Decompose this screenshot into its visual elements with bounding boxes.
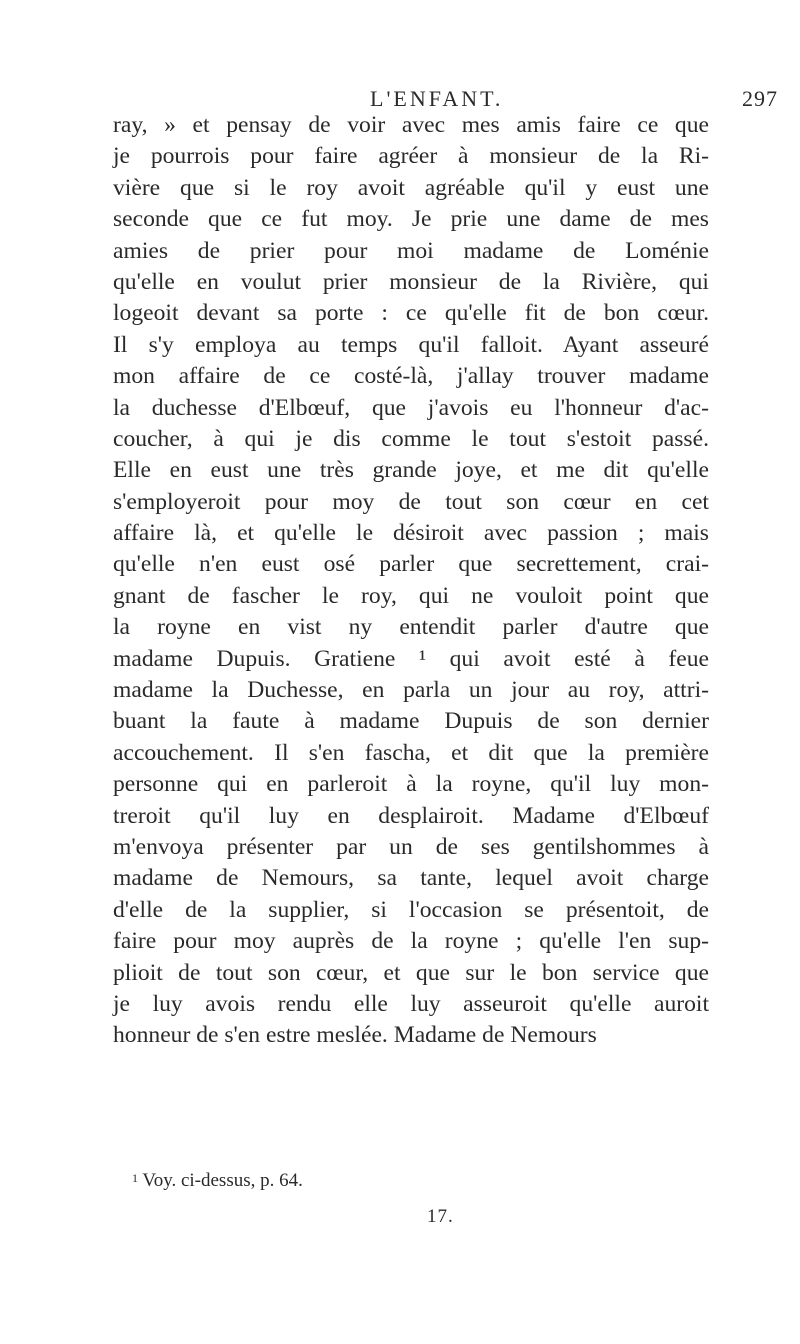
text-line: affaire là, et qu'elle le désiroit avec passion ; mais — [113, 520, 709, 547]
text-line: gnant de fascher le roy, qui ne vouloit point que — [113, 582, 709, 609]
signature-mark: 17. — [427, 1206, 454, 1227]
text-line: logeoit devant sa porte : ce qu'elle fit de bon cœur. — [113, 300, 709, 327]
text-line: madame la Duchesse, en parla un jour au roy, attri- — [113, 677, 709, 704]
running-title: L'ENFANT. — [370, 86, 504, 111]
text-line: mon affaire de ce costé-là, j'allay trouver madame — [113, 363, 709, 390]
text-line: honneur de s'en estre meslée. Madame de Nemours — [113, 1022, 597, 1049]
page-number: 297 — [742, 86, 778, 111]
footnote-text: Voy. ci-dessus, p. 64. — [142, 1170, 303, 1191]
text-line: coucher, à qui je dis comme le tout s'estoit passé. — [113, 425, 709, 452]
text-line: Elle en eust une très grande joye, et me dit qu'elle — [113, 457, 709, 484]
footnote — [132, 1170, 303, 1192]
text-line: vière que si le roy avoit agréable qu'il y eust une — [113, 174, 709, 201]
text-line: la duchesse d'Elbœuf, que j'avois eu l'honneur d'ac- — [113, 394, 709, 421]
text-line: d'elle de la supplier, si l'occasion se présentoit, de — [113, 896, 709, 923]
text-line: qu'elle en voulut prier monsieur de la Rivière, qui — [113, 268, 709, 295]
text-line: personne qui en parleroit à la royne, qu'il luy mon- — [113, 771, 709, 798]
text-line: je pourrois pour faire agréer à monsieur de la Ri- — [113, 143, 709, 170]
text-line: la royne en vist ny entendit parler d'autre que — [113, 614, 709, 641]
text-line: Il s'y employa au temps qu'il falloit. Ayant asseuré — [113, 331, 709, 358]
text-line: m'envoya présenter par un de ses gentilshommes à — [113, 833, 709, 860]
text-line: qu'elle n'en eust osé parler que secrettement, crai- — [113, 551, 709, 578]
text-line: buant la faute à madame Dupuis de son dernier — [113, 708, 709, 735]
footnote-marker: 1 — [132, 1171, 138, 1185]
text-line: seconde que ce fut moy. Je prie une dame de mes — [113, 206, 709, 233]
text-line: accouchement. Il s'en fascha, et dit que la première — [113, 739, 709, 766]
body-text — [113, 110, 709, 1052]
text-line: amies de prier pour moi madame de Loménie — [113, 237, 709, 264]
text-line: ray, » et pensay de voir avec mes amis faire ce que — [113, 112, 709, 138]
text-line: madame de Nemours, sa tante, lequel avoit charge — [113, 865, 709, 892]
text-line: treroit qu'il luy en desplairoit. Madame d'Elbœuf — [113, 802, 709, 829]
text-line: madame Dupuis. Gratiene ¹ qui avoit esté à feue — [113, 645, 709, 672]
text-line: faire pour moy auprès de la royne ; qu'elle l'en sup- — [113, 928, 709, 955]
text-line: s'employeroit pour moy de tout son cœur en cet — [113, 488, 709, 515]
text-line: plioit de tout son cœur, et que sur le bon service que — [113, 959, 709, 986]
text-line: je luy avois rendu elle luy asseuroit qu'elle auroit — [113, 990, 709, 1017]
